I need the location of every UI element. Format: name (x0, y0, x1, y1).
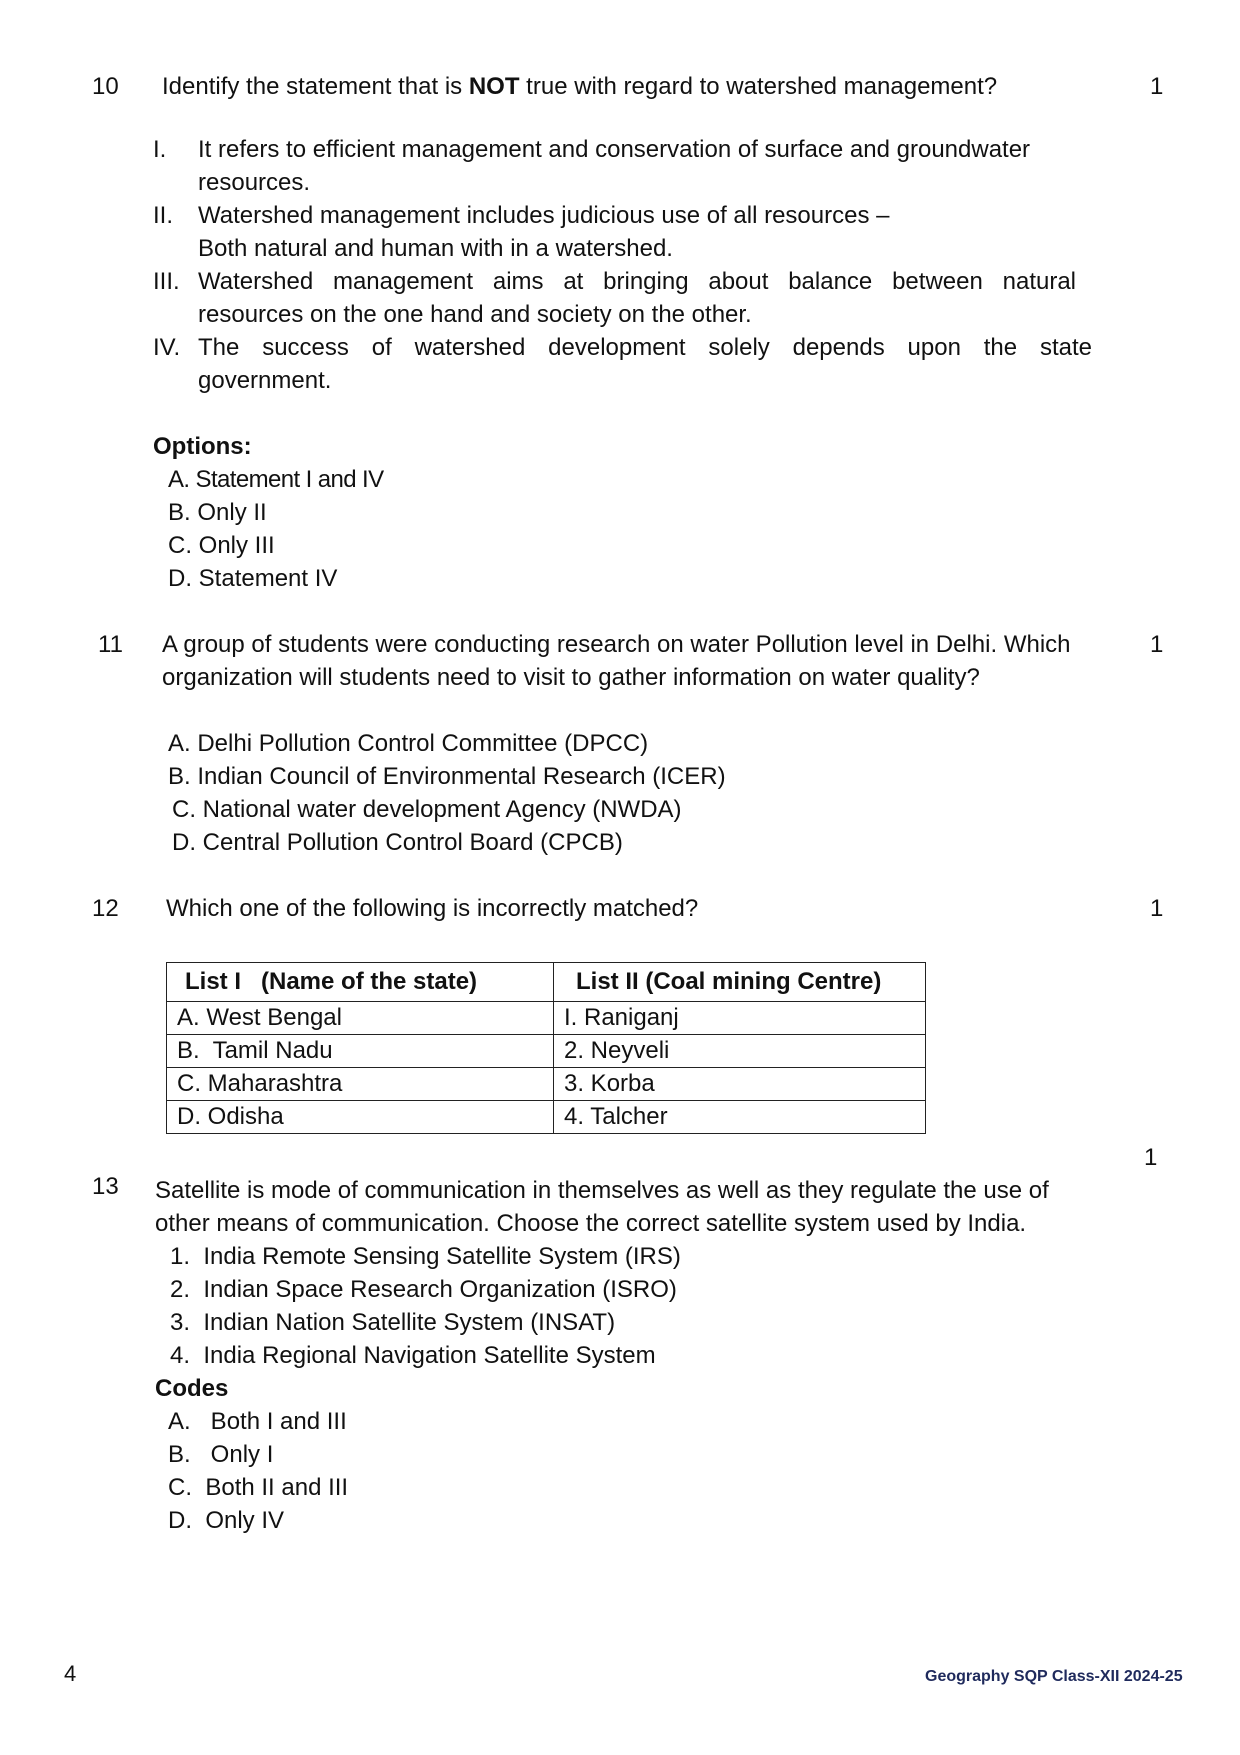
q13-item: 3. Indian Nation Satellite System (INSAT) (170, 1309, 616, 1336)
footer-title: Geography SQP Class-XII 2024-25 (925, 1668, 1183, 1685)
table-cell: I. Raniganj (554, 1002, 926, 1035)
q13-code: A. Both I and III (168, 1408, 347, 1435)
q10-statement-label: III. (153, 268, 180, 295)
q11-option: B. Indian Council of Environmental Research (ICER) (168, 763, 726, 790)
q10-number: 10 (92, 73, 119, 100)
q10-statement-line: Both natural and human with in a watershed. (198, 235, 673, 262)
q10-option: B. Only II (168, 499, 267, 526)
q11-marks: 1 (1150, 631, 1164, 658)
q10-statement-line: It refers to efficient management and conservation of surface and groundwater (198, 136, 1031, 163)
table-header-cell: List I (Name of the state) (167, 963, 554, 1002)
q12-question: Which one of the following is incorrectly matched? (166, 895, 699, 922)
q11-option: D. Central Pollution Control Board (CPCB) (172, 829, 623, 856)
q13-codes-heading: Codes (155, 1375, 229, 1402)
q10-statement-label: I. (153, 136, 167, 163)
q10-statement-line: Watershed management includes judicious use of all resources – (198, 202, 890, 229)
q12-marks: 1 (1150, 895, 1164, 922)
q10-statement-line: Watershed management aims at bringing about balance between natural (198, 268, 1076, 295)
q10-statement-line: resources. (198, 169, 311, 196)
q12-number: 12 (92, 895, 119, 922)
q13-question-line: other means of communication. Choose the correct satellite system used by India. (155, 1210, 1027, 1237)
table-header-row (167, 963, 926, 1002)
q10-statement-label: II. (153, 202, 174, 229)
q11-number: 11 (98, 631, 123, 658)
q10-statement-line: The success of watershed development solely depends upon the state (198, 334, 1092, 361)
table-row (167, 1101, 926, 1134)
table-cell: A. West Bengal (167, 1002, 554, 1035)
table-row (167, 1035, 926, 1068)
q13-item: 2. Indian Space Research Organization (ISRO) (170, 1276, 677, 1303)
q10-marks: 1 (1150, 73, 1164, 100)
q13-code: C. Both II and III (168, 1474, 349, 1501)
q10-options-heading: Options: (153, 433, 252, 460)
q13-question-line: Satellite is mode of communication in themselves as well as they regulate the use of (155, 1177, 1049, 1204)
q10-text-before: Identify the statement that is (162, 73, 469, 100)
q13-marks: 1 (1144, 1144, 1158, 1171)
table-cell: 3. Korba (554, 1068, 926, 1101)
table-cell: 2. Neyveli (554, 1035, 926, 1068)
q11-option: A. Delhi Pollution Control Committee (DPCC) (168, 730, 649, 757)
q10-option: A. Statement I and IV (168, 466, 384, 493)
table-header-cell: List II (Coal mining Centre) (554, 963, 926, 1002)
q11-option: C. National water development Agency (NWDA) (172, 796, 682, 823)
table-cell: D. Odisha (167, 1101, 554, 1134)
table-cell: C. Maharashtra (167, 1068, 554, 1101)
q13-number: 13 (92, 1173, 119, 1200)
q13-item: 4. India Regional Navigation Satellite System (170, 1342, 656, 1369)
q12-match-table (166, 962, 926, 1134)
q10-text-after: true with regard to watershed management? (519, 73, 998, 100)
q10-statement-line: government. (198, 367, 332, 394)
q11-question-line: organization will students need to visit to gather information on water quality? (162, 664, 980, 691)
table-cell: 4. Talcher (554, 1101, 926, 1134)
table-row (167, 1068, 926, 1101)
q10-text-bold: NOT (468, 73, 520, 100)
q13-item: 1. India Remote Sensing Satellite System (IRS) (170, 1243, 681, 1270)
q11-question-line: A group of students were conducting research on water Pollution level in Delhi. Which (162, 631, 1071, 658)
q10-option: C. Only III (168, 532, 275, 559)
page-number: 4 (64, 1661, 77, 1686)
q10-question (162, 70, 997, 103)
table-cell: B. Tamil Nadu (167, 1035, 554, 1068)
q13-code: B. Only I (168, 1441, 274, 1468)
q10-statement-line: resources on the one hand and society on the other. (198, 301, 752, 328)
q10-statement-label: IV. (153, 334, 181, 361)
table-row (167, 1002, 926, 1035)
q13-code: D. Only IV (168, 1507, 285, 1534)
q10-option: D. Statement IV (168, 565, 338, 592)
